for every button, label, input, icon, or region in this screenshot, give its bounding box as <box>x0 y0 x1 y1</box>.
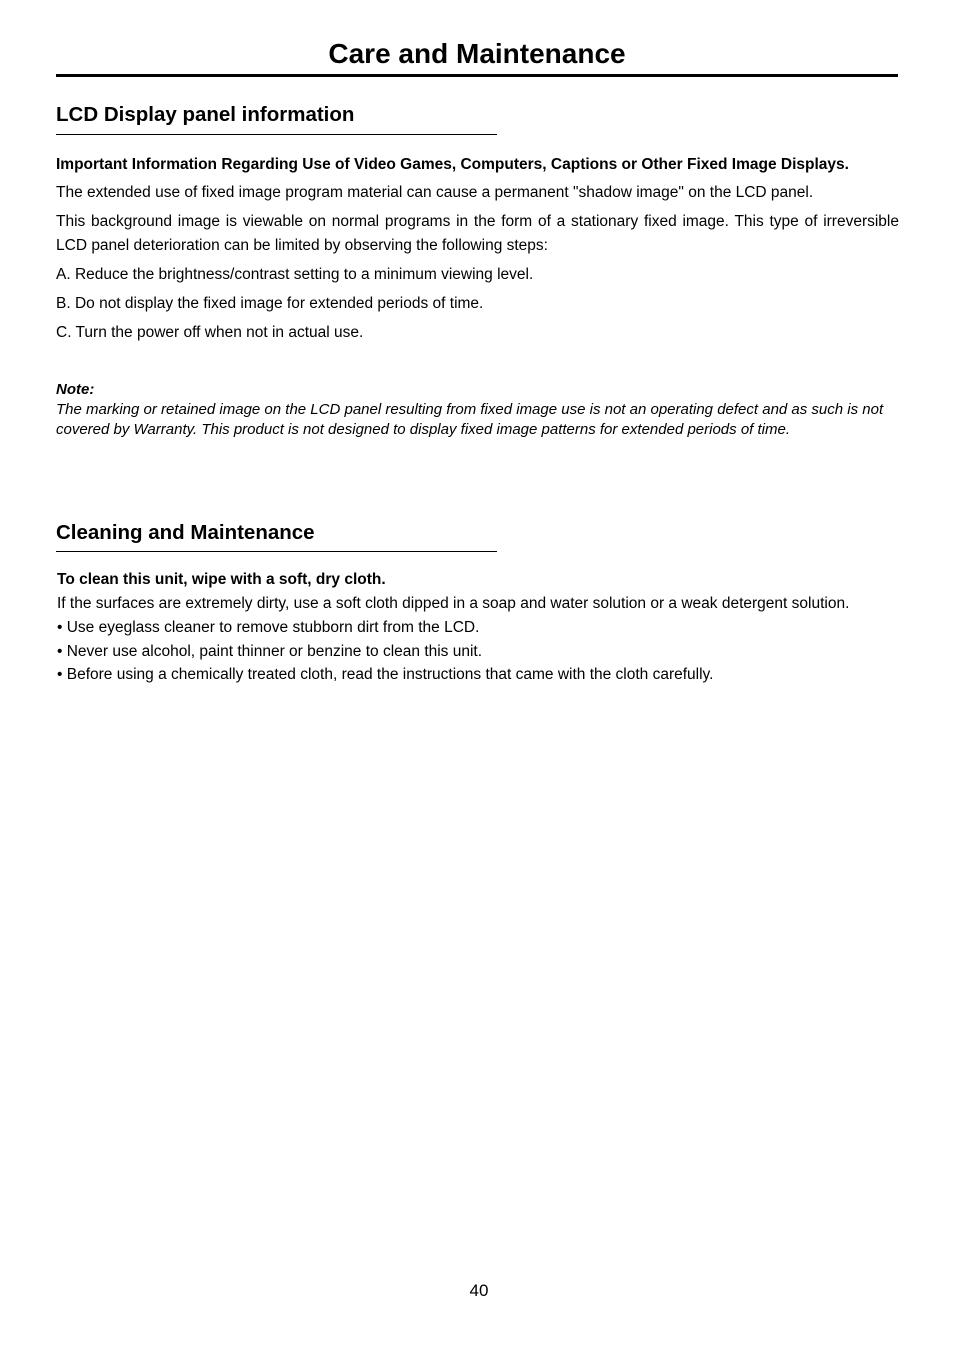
note-text: The marking or retained image on the LCD panel resulting from fixed image use is not an operating defect and as such is not covered by Warranty. This product is not designed to display fixed image patterns for extended periods of time. <box>56 401 884 438</box>
cleaning-section-body <box>57 569 894 687</box>
lcd-note <box>56 380 899 439</box>
cleaning-lead-text: To clean this unit, wipe with a soft, dry cloth. <box>57 571 386 588</box>
lcd-paragraph: This background image is viewable on normal programs in the form of a stationary fixed image. This type of irreversible LCD panel deterioration can be limited by observing the following steps: <box>56 213 899 254</box>
lcd-section-body <box>56 153 899 345</box>
lcd-section-heading: LCD Display panel information <box>56 103 355 126</box>
lcd-lead-text: Important Information Regarding Use of Video Games, Computers, Captions or Other Fixed Image Displays. <box>56 156 849 173</box>
lcd-paragraph: The extended use of fixed image program material can cause a permanent "shadow image" on the LCD panel. <box>56 184 814 201</box>
cleaning-paragraph: If the surfaces are extremely dirty, use a soft cloth dipped in a soap and water solution or a weak detergent solution. <box>57 595 850 612</box>
cleaning-bullet: • Use eyeglass cleaner to remove stubborn dirt from the LCD. <box>57 619 480 636</box>
cleaning-bullet: • Never use alcohol, paint thinner or benzine to clean this unit. <box>57 642 483 660</box>
cleaning-section-rule <box>56 551 497 552</box>
lcd-step-a: A. Reduce the brightness/contrast setting to a minimum viewing level. <box>56 266 534 283</box>
lcd-section-rule <box>56 134 497 135</box>
page-title: Care and Maintenance <box>328 38 626 69</box>
cleaning-bullet: • Before using a chemically treated cloth, read the instructions that came with the cloth carefully. <box>57 666 714 683</box>
cleaning-section-heading: Cleaning and Maintenance <box>56 521 315 544</box>
title-rule <box>56 74 898 77</box>
lcd-step-c: C. Turn the power off when not in actual use. <box>56 324 364 341</box>
lcd-step-b: B. Do not display the fixed image for extended periods of time. <box>56 295 484 312</box>
page-number: 40 <box>469 1281 489 1300</box>
note-label: Note: <box>56 381 95 398</box>
